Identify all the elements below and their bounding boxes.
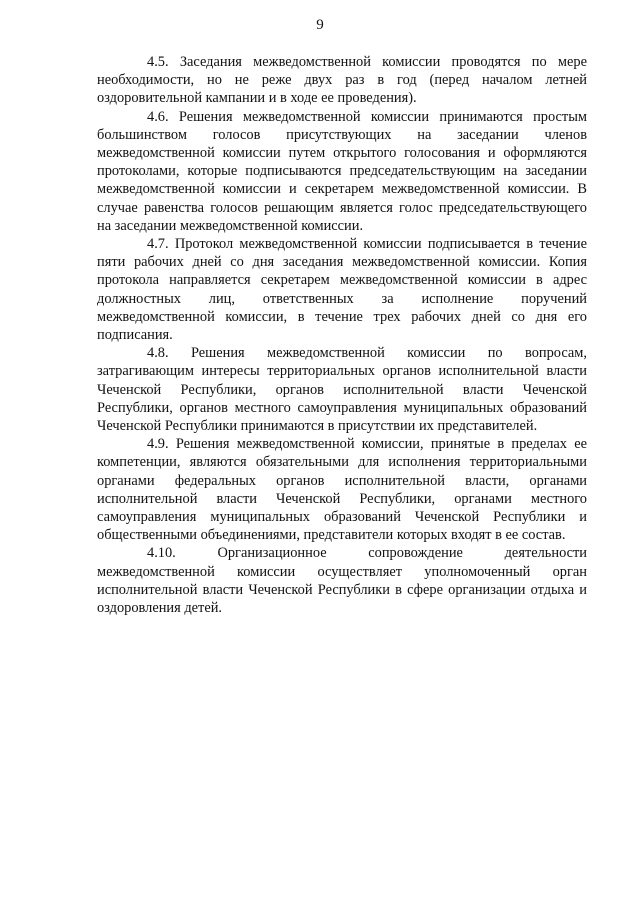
paragraph-4-6: 4.6. Решения межведомственной комиссии принимаются простым большинством голосов присутствующих на заседании членов межведомственной комиссии путем открытого голосования и оформляются протоколами, которые подписываются председательствующим на заседании межведомственной комиссии и секретарем межведомственной комиссии. В случае равенства голосов решающим является голос председательствующего на заседании межведомственной комиссии.: [97, 108, 587, 234]
paragraph-4-5: 4.5. Заседания межведомственной комиссии проводятся по мере необходимости, но не реже двух раз в год (перед началом летней оздоровительной кампании и в ходе ее проведения).: [97, 54, 587, 107]
page-number: 9: [316, 17, 324, 33]
paragraph-4-9: 4.9. Решения межведомственной комиссии, принятые в пределах ее компетенции, являются обязательными для исполнения территориальными органами федеральных органов исполнительной власти, органами исполнительной власти Чеченской Республики, органами местного самоуправления муниципальных образований Чеченской Республики и общественными объединениями, представители которых входят в ее состав.: [97, 436, 587, 544]
document-body: [97, 53, 587, 617]
paragraph-4-10: 4.10. Организационное сопровождение деятельности межведомственной комиссии осуществляет уполномоченный орган исполнительной власти Чеченской Республики в сфере организации отдыха и оздоровления детей.: [97, 545, 587, 617]
paragraph-4-8: 4.8. Решения межведомственной комиссии по вопросам, затрагивающим интересы территориальных органов исполнительной власти Чеченской Республики, органов исполнительной власти Чеченской Республики, органов местного самоуправления муниципальных образований Чеченской Республики принимаются в присутствии их представителей.: [97, 345, 587, 435]
paragraph-4-7: 4.7. Протокол межведомственной комиссии подписывается в течение пяти рабочих дней со дня заседания межведомственной комиссии. Копия протокола направляется секретарем межведомственной комиссии в адрес должностных лиц, ответственных за исполнение поручений межведомственной комиссии, в течение трех рабочих дней со дня его подписания.: [97, 236, 587, 344]
